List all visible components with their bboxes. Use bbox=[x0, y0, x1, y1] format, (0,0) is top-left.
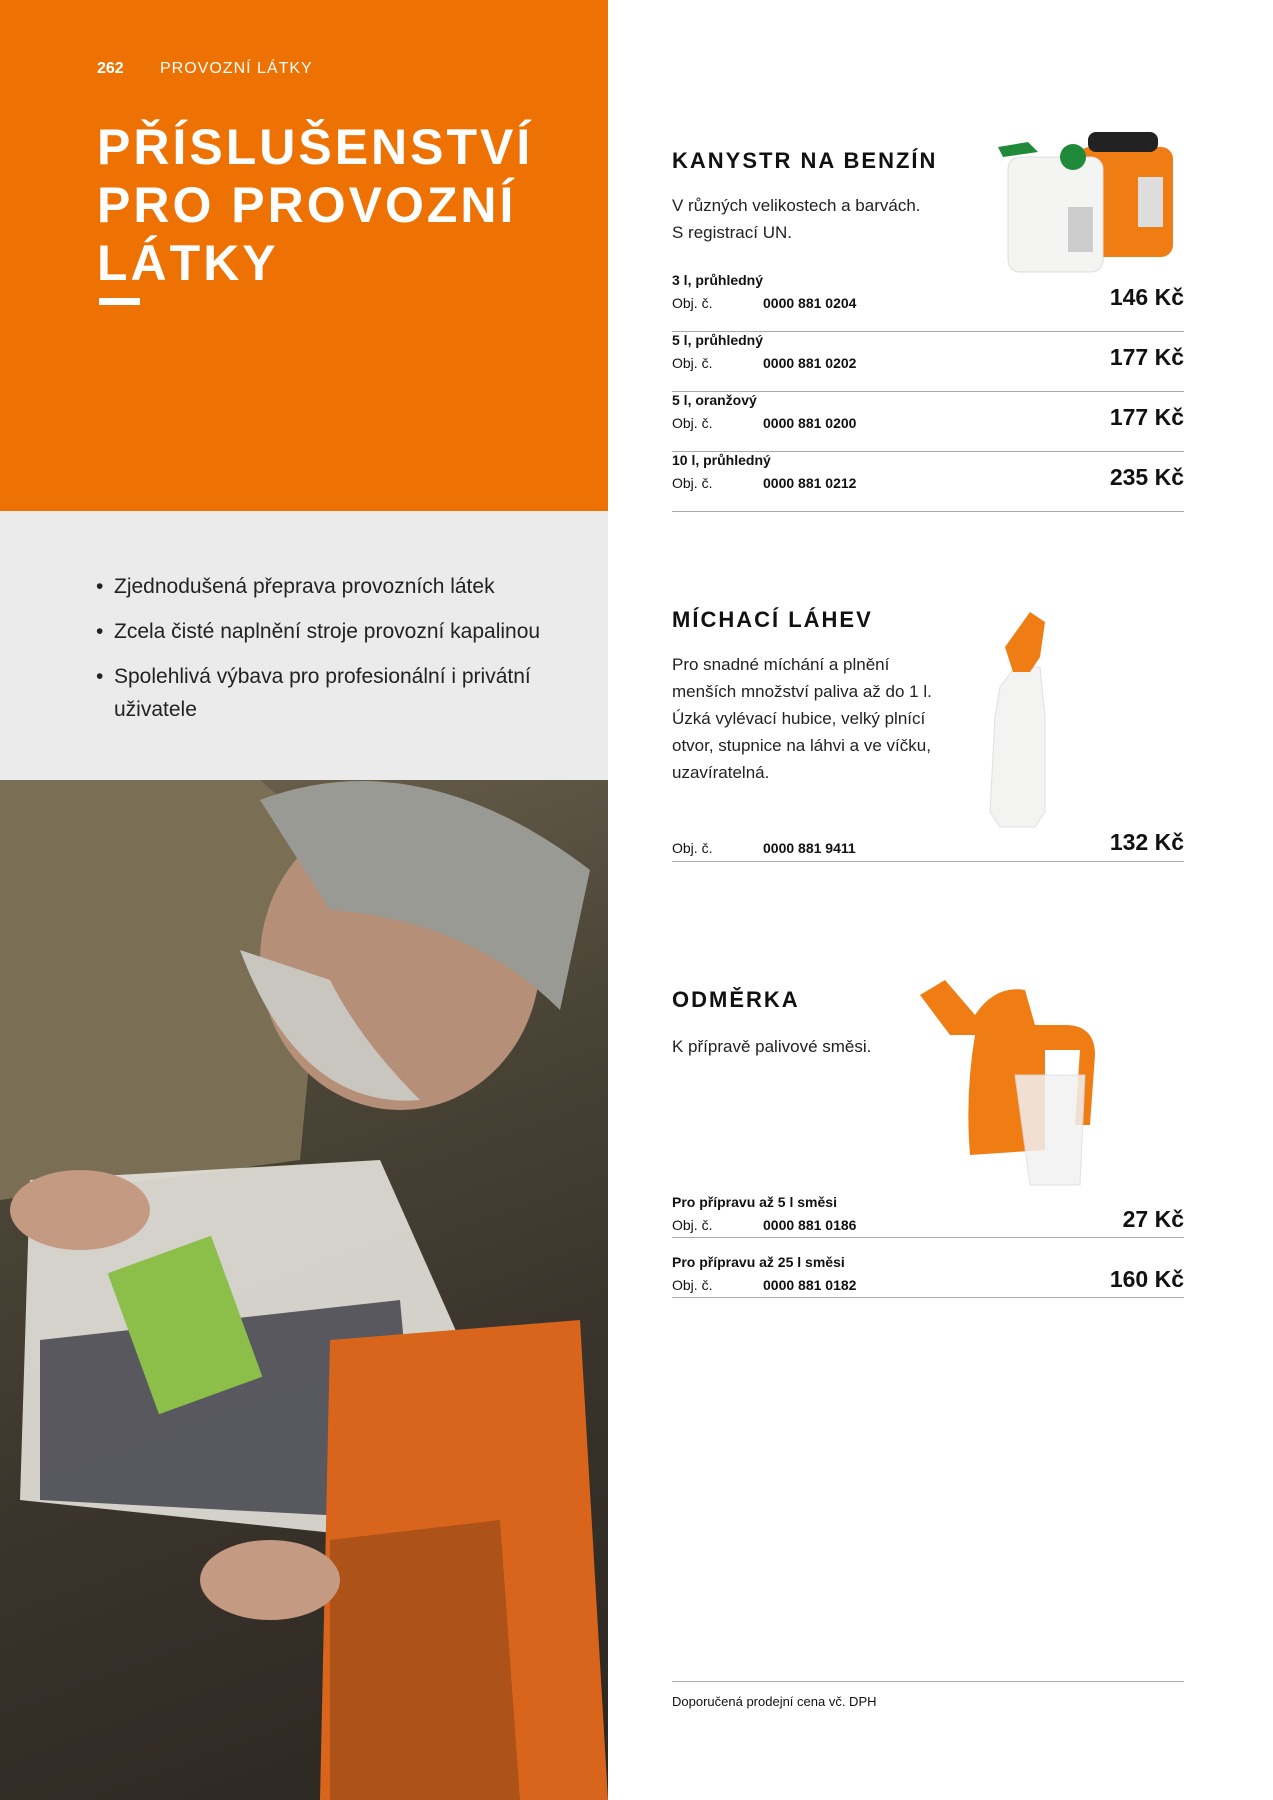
product-row bbox=[672, 272, 1184, 332]
product-row bbox=[672, 332, 1184, 392]
order-number: 0000 881 0212 bbox=[763, 475, 857, 491]
price: 27 Kč bbox=[1122, 1206, 1184, 1232]
variant-label: 3 l, průhledný bbox=[672, 272, 764, 288]
desc-line: V různých velikostech a barvách. bbox=[672, 196, 921, 215]
variant-label: 10 l, průhledný bbox=[672, 452, 771, 468]
benefit-item: • Zjednodušená přeprava provozních látek bbox=[96, 570, 596, 603]
mixing-bottle-image bbox=[985, 607, 1065, 832]
product-description bbox=[672, 1033, 871, 1060]
product-row bbox=[672, 452, 1184, 512]
title-line: LÁTKY bbox=[97, 235, 279, 291]
price-footnote: Doporučená prodejní cena vč. DPH bbox=[672, 1681, 1184, 1709]
product-row bbox=[672, 829, 1184, 862]
order-number-label: Obj. č. bbox=[672, 295, 713, 311]
fuel-canisters-image bbox=[998, 127, 1188, 277]
price: 177 Kč bbox=[1109, 404, 1184, 430]
page-number: 262 bbox=[97, 60, 124, 77]
order-number-label: Obj. č. bbox=[672, 415, 713, 431]
order-number: 0000 881 0204 bbox=[763, 295, 857, 311]
desc-line: menších množství paliva až do 1 l. bbox=[672, 682, 932, 701]
title-underline bbox=[99, 298, 140, 305]
desc-line: Pro snadné míchání a plnění bbox=[672, 655, 890, 674]
page-title bbox=[97, 118, 533, 292]
order-number-label: Obj. č. bbox=[672, 355, 713, 371]
order-number: 0000 881 0186 bbox=[763, 1217, 857, 1233]
order-number-label: Obj. č. bbox=[672, 840, 713, 856]
product-title: ODMĚRKA bbox=[672, 987, 800, 1012]
order-number: 0000 881 0182 bbox=[763, 1277, 857, 1293]
product-description bbox=[672, 192, 921, 246]
benefit-item: • Zcela čisté naplnění stroje provozní kapalinou bbox=[96, 615, 596, 648]
desc-line: uzavíratelná. bbox=[672, 763, 770, 782]
price: 132 Kč bbox=[1109, 829, 1184, 855]
product-row bbox=[672, 1194, 1184, 1238]
title-line: PŘÍSLUŠENSTVÍ bbox=[97, 119, 534, 175]
man-pouring-fuel-photo bbox=[0, 780, 608, 1800]
benefits-list bbox=[96, 570, 596, 738]
price: 235 Kč bbox=[1109, 464, 1184, 490]
price: 146 Kč bbox=[1109, 284, 1184, 310]
desc-line: Úzká vylévací hubice, velký plnící bbox=[672, 709, 926, 728]
desc-line: otvor, stupnice na láhvi a ve víčku, bbox=[672, 736, 931, 755]
title-line: PRO PROVOZNÍ bbox=[97, 177, 517, 233]
variant-label: 5 l, oranžový bbox=[672, 392, 757, 408]
variant-label: 5 l, průhledný bbox=[672, 332, 764, 348]
measuring-jug-image bbox=[915, 975, 1130, 1195]
variant-label: Pro přípravu až 25 l směsi bbox=[672, 1254, 845, 1270]
desc-line: S registrací UN. bbox=[672, 223, 792, 242]
product-row bbox=[672, 1254, 1184, 1298]
order-number: 0000 881 0200 bbox=[763, 415, 857, 431]
order-number: 0000 881 9411 bbox=[763, 840, 856, 856]
product-title: KANYSTR NA BENZÍN bbox=[672, 148, 938, 173]
order-number: 0000 881 0202 bbox=[763, 355, 857, 371]
price: 177 Kč bbox=[1109, 344, 1184, 370]
product-title: MÍCHACÍ LÁHEV bbox=[672, 607, 873, 632]
section-name: PROVOZNÍ LÁTKY bbox=[160, 60, 313, 77]
variant-label: Pro přípravu až 5 l směsi bbox=[672, 1194, 837, 1210]
benefit-item: • Spolehlivá výbava pro profesionální i privátní uživatele bbox=[96, 660, 596, 726]
order-number-label: Obj. č. bbox=[672, 1277, 713, 1293]
order-number-label: Obj. č. bbox=[672, 1217, 713, 1233]
price: 160 Kč bbox=[1109, 1266, 1184, 1292]
order-number-label: Obj. č. bbox=[672, 475, 713, 491]
product-row bbox=[672, 392, 1184, 452]
product-description bbox=[672, 651, 932, 786]
photo-illustration bbox=[0, 780, 608, 1800]
desc-line: K přípravě palivové směsi. bbox=[672, 1037, 872, 1056]
